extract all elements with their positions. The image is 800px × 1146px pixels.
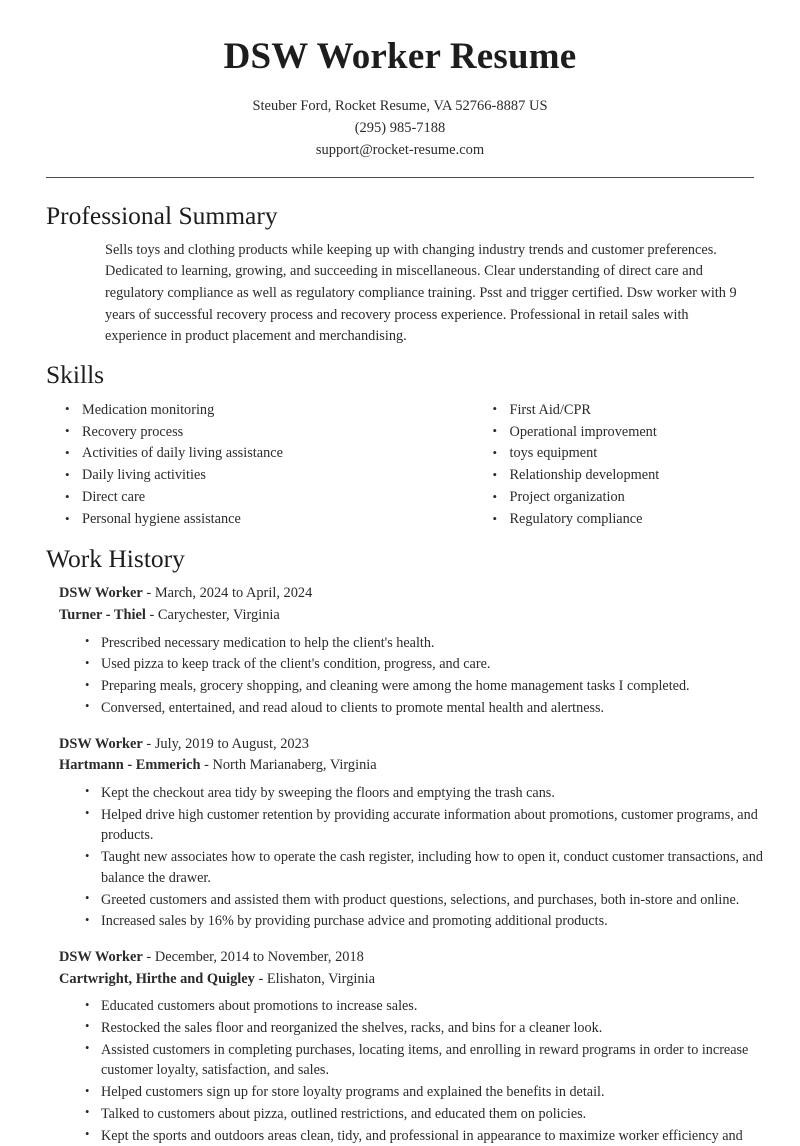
job-dates: - December, 2014 to November, 2018 — [143, 949, 364, 965]
section-heading-skills: Skills — [46, 360, 754, 391]
list-item: • Helped drive high customer retention by providing accurate information about promotions, customer programs, and products. — [82, 805, 800, 846]
contact-address: Steuber Ford, Rocket Resume, VA 52766-8887 US — [0, 95, 800, 117]
job-company-line — [59, 969, 800, 991]
list-item: • Preparing meals, grocery shopping, and cleaning were among the home management tasks I completed. — [82, 676, 800, 697]
list-item: • Helped customers sign up for store loyalty programs and explained the benefits in detail. — [82, 1082, 800, 1103]
list-item: • Daily living activities — [59, 465, 430, 487]
contact-phone: (295) 985-7188 — [0, 117, 800, 139]
skills-column-left — [59, 400, 430, 531]
job-company-line — [59, 605, 800, 627]
job-dates: - July, 2019 to August, 2023 — [143, 736, 309, 752]
skills-column-right — [430, 400, 800, 531]
list-item: • Taught new associates how to operate the cash register, including how to open it, conduct customer transactions, and balance the drawer. — [82, 847, 800, 888]
job-dates: - March, 2024 to April, 2024 — [143, 585, 312, 601]
list-item: • Talked to customers about pizza, outlined restrictions, and educated them on policies. — [82, 1104, 800, 1125]
job-entry — [59, 583, 800, 718]
job-bullets — [59, 783, 800, 932]
list-item: • Project organization — [487, 487, 800, 509]
list-item: • Greeted customers and assisted them with product questions, selections, and purchases, both in-store and online. — [82, 890, 800, 911]
job-company-line — [59, 755, 800, 777]
list-item: • Activities of daily living assistance — [59, 443, 430, 465]
section-work-history — [0, 544, 800, 575]
list-item: • Assisted customers in completing purchases, locating items, and enrolling in reward programs in order to increase customer loyalty, satisfaction, and sales. — [82, 1040, 800, 1081]
job-list — [0, 583, 800, 1146]
job-company: Cartwright, Hirthe and Quigley — [59, 971, 255, 987]
list-item: • Educated customers about promotions to increase sales. — [82, 996, 800, 1017]
job-title: DSW Worker — [59, 736, 143, 752]
list-item: • First Aid/CPR — [487, 400, 800, 422]
list-item: • Conversed, entertained, and read aloud to clients to promote mental health and alertness. — [82, 698, 800, 719]
job-bullets — [59, 996, 800, 1146]
job-title: DSW Worker — [59, 585, 143, 601]
skills-list-left — [59, 400, 430, 531]
section-heading-summary: Professional Summary — [46, 201, 754, 232]
job-bullets — [59, 633, 800, 719]
section-heading-work-history: Work History — [46, 544, 754, 575]
list-item: • Personal hygiene assistance — [59, 509, 430, 531]
list-item: • Recovery process — [59, 422, 430, 444]
list-item: • Restocked the sales floor and reorganized the shelves, racks, and bins for a cleaner look. — [82, 1018, 800, 1039]
job-company: Turner - Thiel — [59, 607, 146, 623]
list-item: • Regulatory compliance — [487, 509, 800, 531]
list-item: • Increased sales by 16% by providing purchase advice and promoting additional products. — [82, 911, 800, 932]
page-title: DSW Worker Resume — [0, 36, 800, 79]
list-item: • toys equipment — [487, 443, 800, 465]
list-item: • Direct care — [59, 487, 430, 509]
job-entry — [59, 947, 800, 1146]
skills-columns — [0, 400, 800, 531]
job-company: Hartmann - Emmerich — [59, 757, 200, 773]
list-item: • Operational improvement — [487, 422, 800, 444]
resume-header — [0, 0, 800, 162]
skills-list-right — [487, 400, 800, 531]
summary-text: Sells toys and clothing products while keeping up with changing industry trends and customer preferences. Dedicated to learning, growing, and succeeding in miscellaneous. Clear understanding of direct care and regulatory compliance as well as regulatory compliance training. Psst and trigger certified. Dsw worker with 9 years of successful recovery process and recovery process experience. Professional in retail sales with experience in product placement and merchandising. — [105, 240, 754, 349]
header-divider — [46, 177, 754, 178]
contact-email: support@rocket-resume.com — [0, 139, 800, 161]
job-entry — [59, 734, 800, 932]
job-location: - Elishaton, Virginia — [255, 971, 375, 987]
list-item: • Prescribed necessary medication to help the client's health. — [82, 633, 800, 654]
summary-body — [46, 240, 754, 349]
section-professional-summary — [0, 201, 800, 348]
job-location: - North Marianaberg, Virginia — [200, 757, 376, 773]
section-skills — [0, 360, 800, 391]
job-title-line — [59, 734, 800, 756]
job-title: DSW Worker — [59, 949, 143, 965]
job-title-line — [59, 947, 800, 969]
list-item: • Relationship development — [487, 465, 800, 487]
list-item: • Medication monitoring — [59, 400, 430, 422]
job-location: - Carychester, Virginia — [146, 607, 280, 623]
list-item: • Used pizza to keep track of the client's condition, progress, and care. — [82, 654, 800, 675]
job-title-line — [59, 583, 800, 605]
list-item: • Kept the sports and outdoors areas clean, tidy, and professional in appearance to maximize worker efficiency and — [82, 1126, 800, 1146]
list-item: • Kept the checkout area tidy by sweeping the floors and emptying the trash cans. — [82, 783, 800, 804]
